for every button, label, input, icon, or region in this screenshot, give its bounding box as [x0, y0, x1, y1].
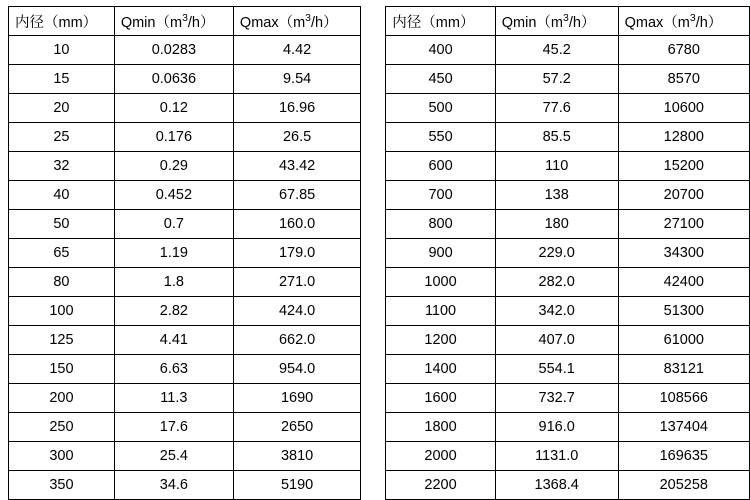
- cell-qmax: 271.0: [233, 268, 360, 297]
- cell-inner-diameter: 1000: [386, 268, 495, 297]
- table-header-row: [386, 7, 750, 36]
- table-row: [9, 65, 361, 94]
- cell-inner-diameter: 100: [9, 297, 115, 326]
- cell-inner-diameter: 10: [9, 36, 115, 65]
- table-header-row: [9, 7, 361, 36]
- cell-qmin: 0.176: [114, 123, 233, 152]
- cell-inner-diameter: 20: [9, 94, 115, 123]
- cell-inner-diameter: 125: [9, 326, 115, 355]
- cell-qmax: 12800: [618, 123, 749, 152]
- cell-qmin: 25.4: [114, 442, 233, 471]
- table-row: [9, 413, 361, 442]
- cell-qmin: 1.8: [114, 268, 233, 297]
- cell-qmin: 554.1: [495, 355, 618, 384]
- cell-qmax: 42400: [618, 268, 749, 297]
- cell-qmin: 138: [495, 181, 618, 210]
- table-row: [9, 36, 361, 65]
- table-row: [386, 36, 750, 65]
- table-row: [9, 239, 361, 268]
- column-header-qmax: $Qmax(m^3/h)$: [233, 7, 360, 36]
- table-row: [386, 326, 750, 355]
- table-row: [9, 326, 361, 355]
- cell-inner-diameter: 15: [9, 65, 115, 94]
- cell-inner-diameter: 350: [9, 471, 115, 500]
- cell-inner-diameter: 150: [9, 355, 115, 384]
- cell-qmax: 205258: [618, 471, 749, 500]
- cell-qmin: 57.2: [495, 65, 618, 94]
- cell-qmin: 407.0: [495, 326, 618, 355]
- table-row: [386, 413, 750, 442]
- table-row: [386, 384, 750, 413]
- cell-qmin: 17.6: [114, 413, 233, 442]
- table-row: [9, 123, 361, 152]
- table-row: [386, 94, 750, 123]
- table-row: [9, 442, 361, 471]
- cell-inner-diameter: 400: [386, 36, 495, 65]
- cell-qmin: 732.7: [495, 384, 618, 413]
- cell-inner-diameter: 500: [386, 94, 495, 123]
- cell-inner-diameter: 700: [386, 181, 495, 210]
- cell-qmax: 6780: [618, 36, 749, 65]
- cell-qmin: 1.19: [114, 239, 233, 268]
- cell-qmin: 282.0: [495, 268, 618, 297]
- table-row: [9, 355, 361, 384]
- cell-qmin: 11.3: [114, 384, 233, 413]
- table-row: [386, 355, 750, 384]
- cell-qmin: 6.63: [114, 355, 233, 384]
- cell-inner-diameter: 32: [9, 152, 115, 181]
- cell-qmax: 108566: [618, 384, 749, 413]
- table-header-right: [386, 7, 750, 36]
- column-header-qmin: $Qmin(m^3/h)$: [114, 7, 233, 36]
- table-row: [386, 152, 750, 181]
- cell-qmin: 0.12: [114, 94, 233, 123]
- cell-qmin: 0.7: [114, 210, 233, 239]
- cell-inner-diameter: 300: [9, 442, 115, 471]
- table-row: [386, 210, 750, 239]
- cell-inner-diameter: 50: [9, 210, 115, 239]
- cell-qmax: 4.42: [233, 36, 360, 65]
- cell-qmax: 10600: [618, 94, 749, 123]
- table-row: [9, 181, 361, 210]
- cell-qmax: 26.5: [233, 123, 360, 152]
- table-header-left: [9, 7, 361, 36]
- cell-inner-diameter: 25: [9, 123, 115, 152]
- cell-qmin: 180: [495, 210, 618, 239]
- cell-qmin: 0.29: [114, 152, 233, 181]
- cell-qmax: 954.0: [233, 355, 360, 384]
- cell-qmin: 342.0: [495, 297, 618, 326]
- cell-qmax: 61000: [618, 326, 749, 355]
- cell-qmax: 83121: [618, 355, 749, 384]
- cell-qmax: 15200: [618, 152, 749, 181]
- table-row: [386, 65, 750, 94]
- cell-inner-diameter: 1800: [386, 413, 495, 442]
- cell-qmin: 1368.4: [495, 471, 618, 500]
- cell-qmax: 1690: [233, 384, 360, 413]
- table-row: [9, 268, 361, 297]
- table-body-right: [386, 36, 750, 500]
- column-header-qmin: $Qmin(m^3/h)$: [495, 7, 618, 36]
- table-row: [386, 471, 750, 500]
- table-row: [386, 297, 750, 326]
- cell-qmax: 43.42: [233, 152, 360, 181]
- cell-inner-diameter: 1600: [386, 384, 495, 413]
- table-row: [9, 384, 361, 413]
- cell-qmax: 424.0: [233, 297, 360, 326]
- table-row: [9, 471, 361, 500]
- cell-qmin: 4.41: [114, 326, 233, 355]
- table-row: [386, 268, 750, 297]
- cell-inner-diameter: 550: [386, 123, 495, 152]
- table-row: [9, 94, 361, 123]
- cell-qmin: 0.0283: [114, 36, 233, 65]
- cell-inner-diameter: 900: [386, 239, 495, 268]
- cell-inner-diameter: 600: [386, 152, 495, 181]
- cell-inner-diameter: 40: [9, 181, 115, 210]
- table-row: [9, 210, 361, 239]
- cell-inner-diameter: 200: [9, 384, 115, 413]
- cell-qmax: 179.0: [233, 239, 360, 268]
- cell-inner-diameter: 2200: [386, 471, 495, 500]
- cell-qmax: 5190: [233, 471, 360, 500]
- cell-inner-diameter: 1400: [386, 355, 495, 384]
- column-header-qmax: $Qmax(m^3/h)$: [618, 7, 749, 36]
- cell-qmin: 2.82: [114, 297, 233, 326]
- table-row: [9, 297, 361, 326]
- cell-qmin: 1131.0: [495, 442, 618, 471]
- cell-qmax: 137404: [618, 413, 749, 442]
- flow-range-table-right: [385, 6, 750, 500]
- cell-qmax: 16.96: [233, 94, 360, 123]
- cell-inner-diameter: 1200: [386, 326, 495, 355]
- cell-qmin: 0.0636: [114, 65, 233, 94]
- cell-qmax: 67.85: [233, 181, 360, 210]
- flow-range-table-left: [8, 6, 361, 500]
- cell-qmax: 2650: [233, 413, 360, 442]
- cell-qmax: 9.54: [233, 65, 360, 94]
- cell-qmin: 85.5: [495, 123, 618, 152]
- cell-inner-diameter: 1100: [386, 297, 495, 326]
- table-row: [386, 442, 750, 471]
- column-header-inner-diameter: 内径（mm）: [386, 7, 495, 36]
- cell-inner-diameter: 2000: [386, 442, 495, 471]
- table-row: [386, 123, 750, 152]
- cell-qmax: 34300: [618, 239, 749, 268]
- cell-inner-diameter: 450: [386, 65, 495, 94]
- cell-qmax: 20700: [618, 181, 749, 210]
- cell-qmin: 77.6: [495, 94, 618, 123]
- cell-qmax: 8570: [618, 65, 749, 94]
- cell-qmin: 110: [495, 152, 618, 181]
- cell-qmax: 51300: [618, 297, 749, 326]
- cell-qmin: 229.0: [495, 239, 618, 268]
- table-body-left: [9, 36, 361, 500]
- table-row: [386, 239, 750, 268]
- cell-qmin: 916.0: [495, 413, 618, 442]
- table-row: [386, 181, 750, 210]
- cell-inner-diameter: 250: [9, 413, 115, 442]
- cell-qmin: 45.2: [495, 36, 618, 65]
- cell-qmin: 0.452: [114, 181, 233, 210]
- cell-qmin: 34.6: [114, 471, 233, 500]
- cell-inner-diameter: 65: [9, 239, 115, 268]
- column-header-inner-diameter: 内径（mm）: [9, 7, 115, 36]
- cell-inner-diameter: 80: [9, 268, 115, 297]
- cell-qmax: 169635: [618, 442, 749, 471]
- cell-qmax: 27100: [618, 210, 749, 239]
- cell-qmax: 662.0: [233, 326, 360, 355]
- cell-qmax: 3810: [233, 442, 360, 471]
- table-row: [9, 152, 361, 181]
- cell-inner-diameter: 800: [386, 210, 495, 239]
- cell-qmax: 160.0: [233, 210, 360, 239]
